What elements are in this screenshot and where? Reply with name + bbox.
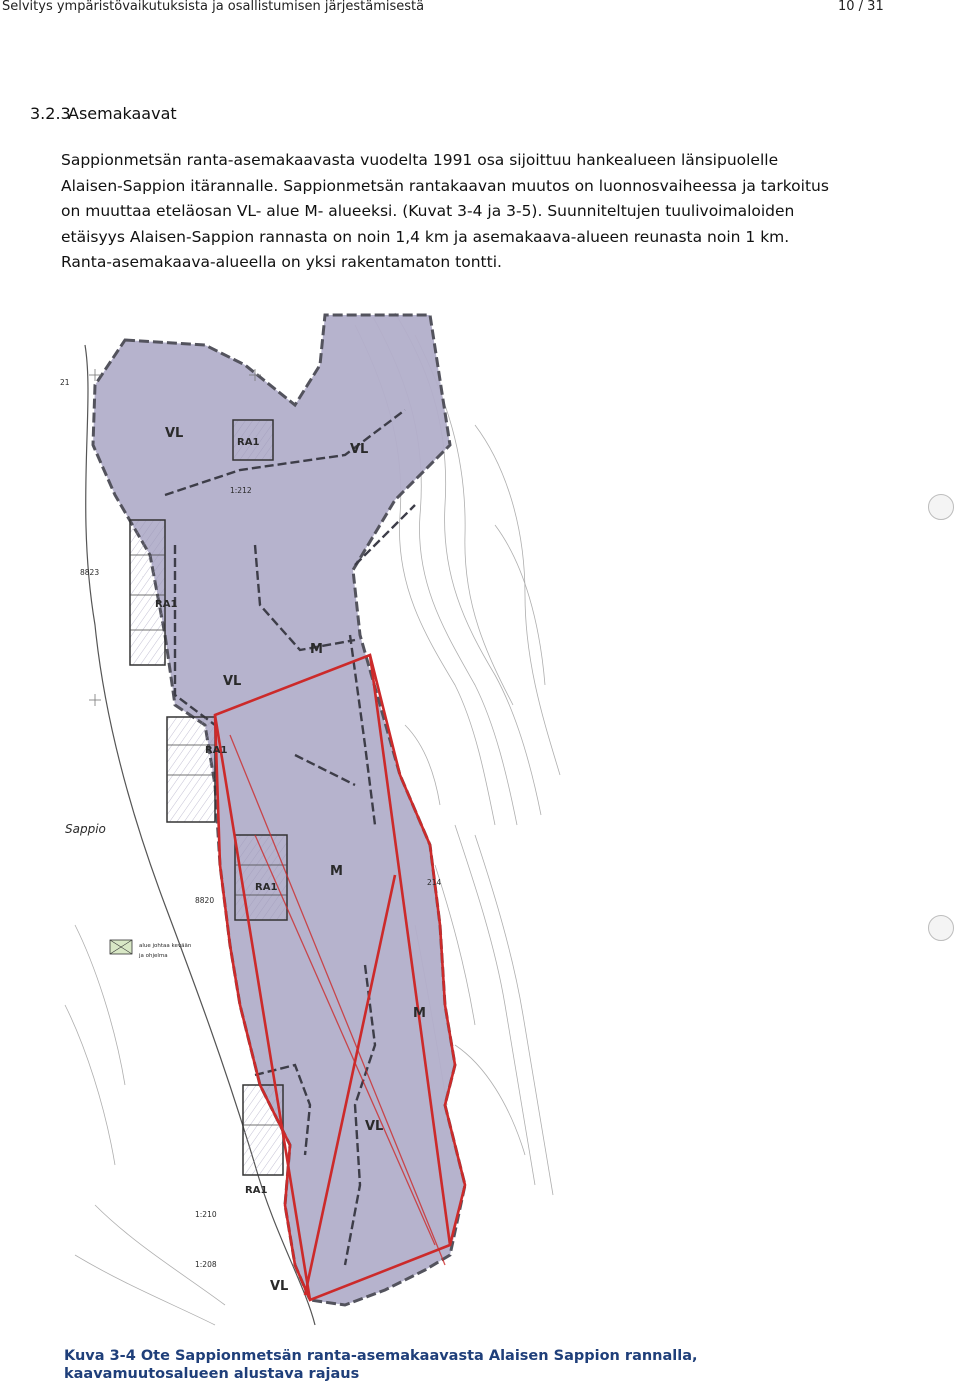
map-label-ra1-5: RA1 [245, 1185, 268, 1196]
map-label-ra1-1: RA1 [237, 437, 260, 448]
map-label-214: 214 [427, 878, 442, 887]
page-header [0, 0, 960, 14]
body-paragraph-container [61, 148, 841, 276]
document-title: Selvitys ympäristövaikutuksista ja osallistumisen järjestämisestä [2, 0, 425, 14]
map-label-8820: 8820 [195, 896, 215, 905]
map-label-m-2: M [330, 864, 343, 879]
zoning-map [55, 305, 565, 1330]
legend-line-1: alue johtaa kevään [139, 943, 192, 949]
circle-marker [928, 494, 954, 520]
map-label-vl-5: VL [270, 1279, 289, 1294]
map-label-vl-2: VL [350, 442, 369, 457]
zoning-map-svg [55, 305, 565, 1330]
body-paragraph: Sappionmetsän ranta-asemakaavasta vuodelta 1991 osa sijoittuu hankealueen länsipuolelle Alaisen-Sappion itärannalle. Sappionmetsän rantakaavan muutos on luonnosvaiheessa ja tarkoitus on muuttaa eteläosan VL- alue M- alueeksi. (Kuvat 3-4 ja 3-5). Suunniteltujen tuulivoimaloiden etäisyys Alaisen-Sappion rannasta on noin 1,4 km ja asemakaava-alueen reunasta noin 1 km. Ranta-asemakaava-alueella on yksi rakentamaton tontti. [61, 151, 829, 271]
map-label-vl-3: VL [223, 674, 242, 689]
map-label-21: 21 [60, 378, 70, 387]
map-label-ra1-4: RA1 [255, 882, 278, 893]
section-heading [30, 104, 177, 123]
map-label-ra1-2: RA1 [155, 599, 178, 610]
map-label-m-1: M [310, 642, 323, 657]
map-label-1212: 1:212 [230, 486, 252, 495]
legend-line-2: ja ohjelma [139, 953, 168, 959]
section-number: 3.2.3 [30, 104, 71, 123]
map-label-8823: 8823 [80, 568, 100, 577]
map-label-vl-4: VL [365, 1119, 384, 1134]
map-label-1210: 1:210 [195, 1210, 217, 1219]
map-label-vl-1: VL [165, 426, 184, 441]
map-legend [110, 940, 192, 959]
map-label-sappio: Sappio [65, 822, 106, 836]
section-title: Asemakaavat [68, 104, 177, 123]
map-label-m-3: M [413, 1006, 426, 1021]
circle-marker [928, 915, 954, 941]
map-label-ra1-3: RA1 [205, 745, 228, 756]
map-label-1208: 1:208 [195, 1260, 217, 1269]
page-number: 10 / 31 [838, 0, 884, 14]
figure-caption: Kuva 3-4 Ote Sappionmetsän ranta-asemakaavasta Alaisen Sappion rannalla, kaavamuutosalueen alustava rajaus [64, 1348, 698, 1382]
